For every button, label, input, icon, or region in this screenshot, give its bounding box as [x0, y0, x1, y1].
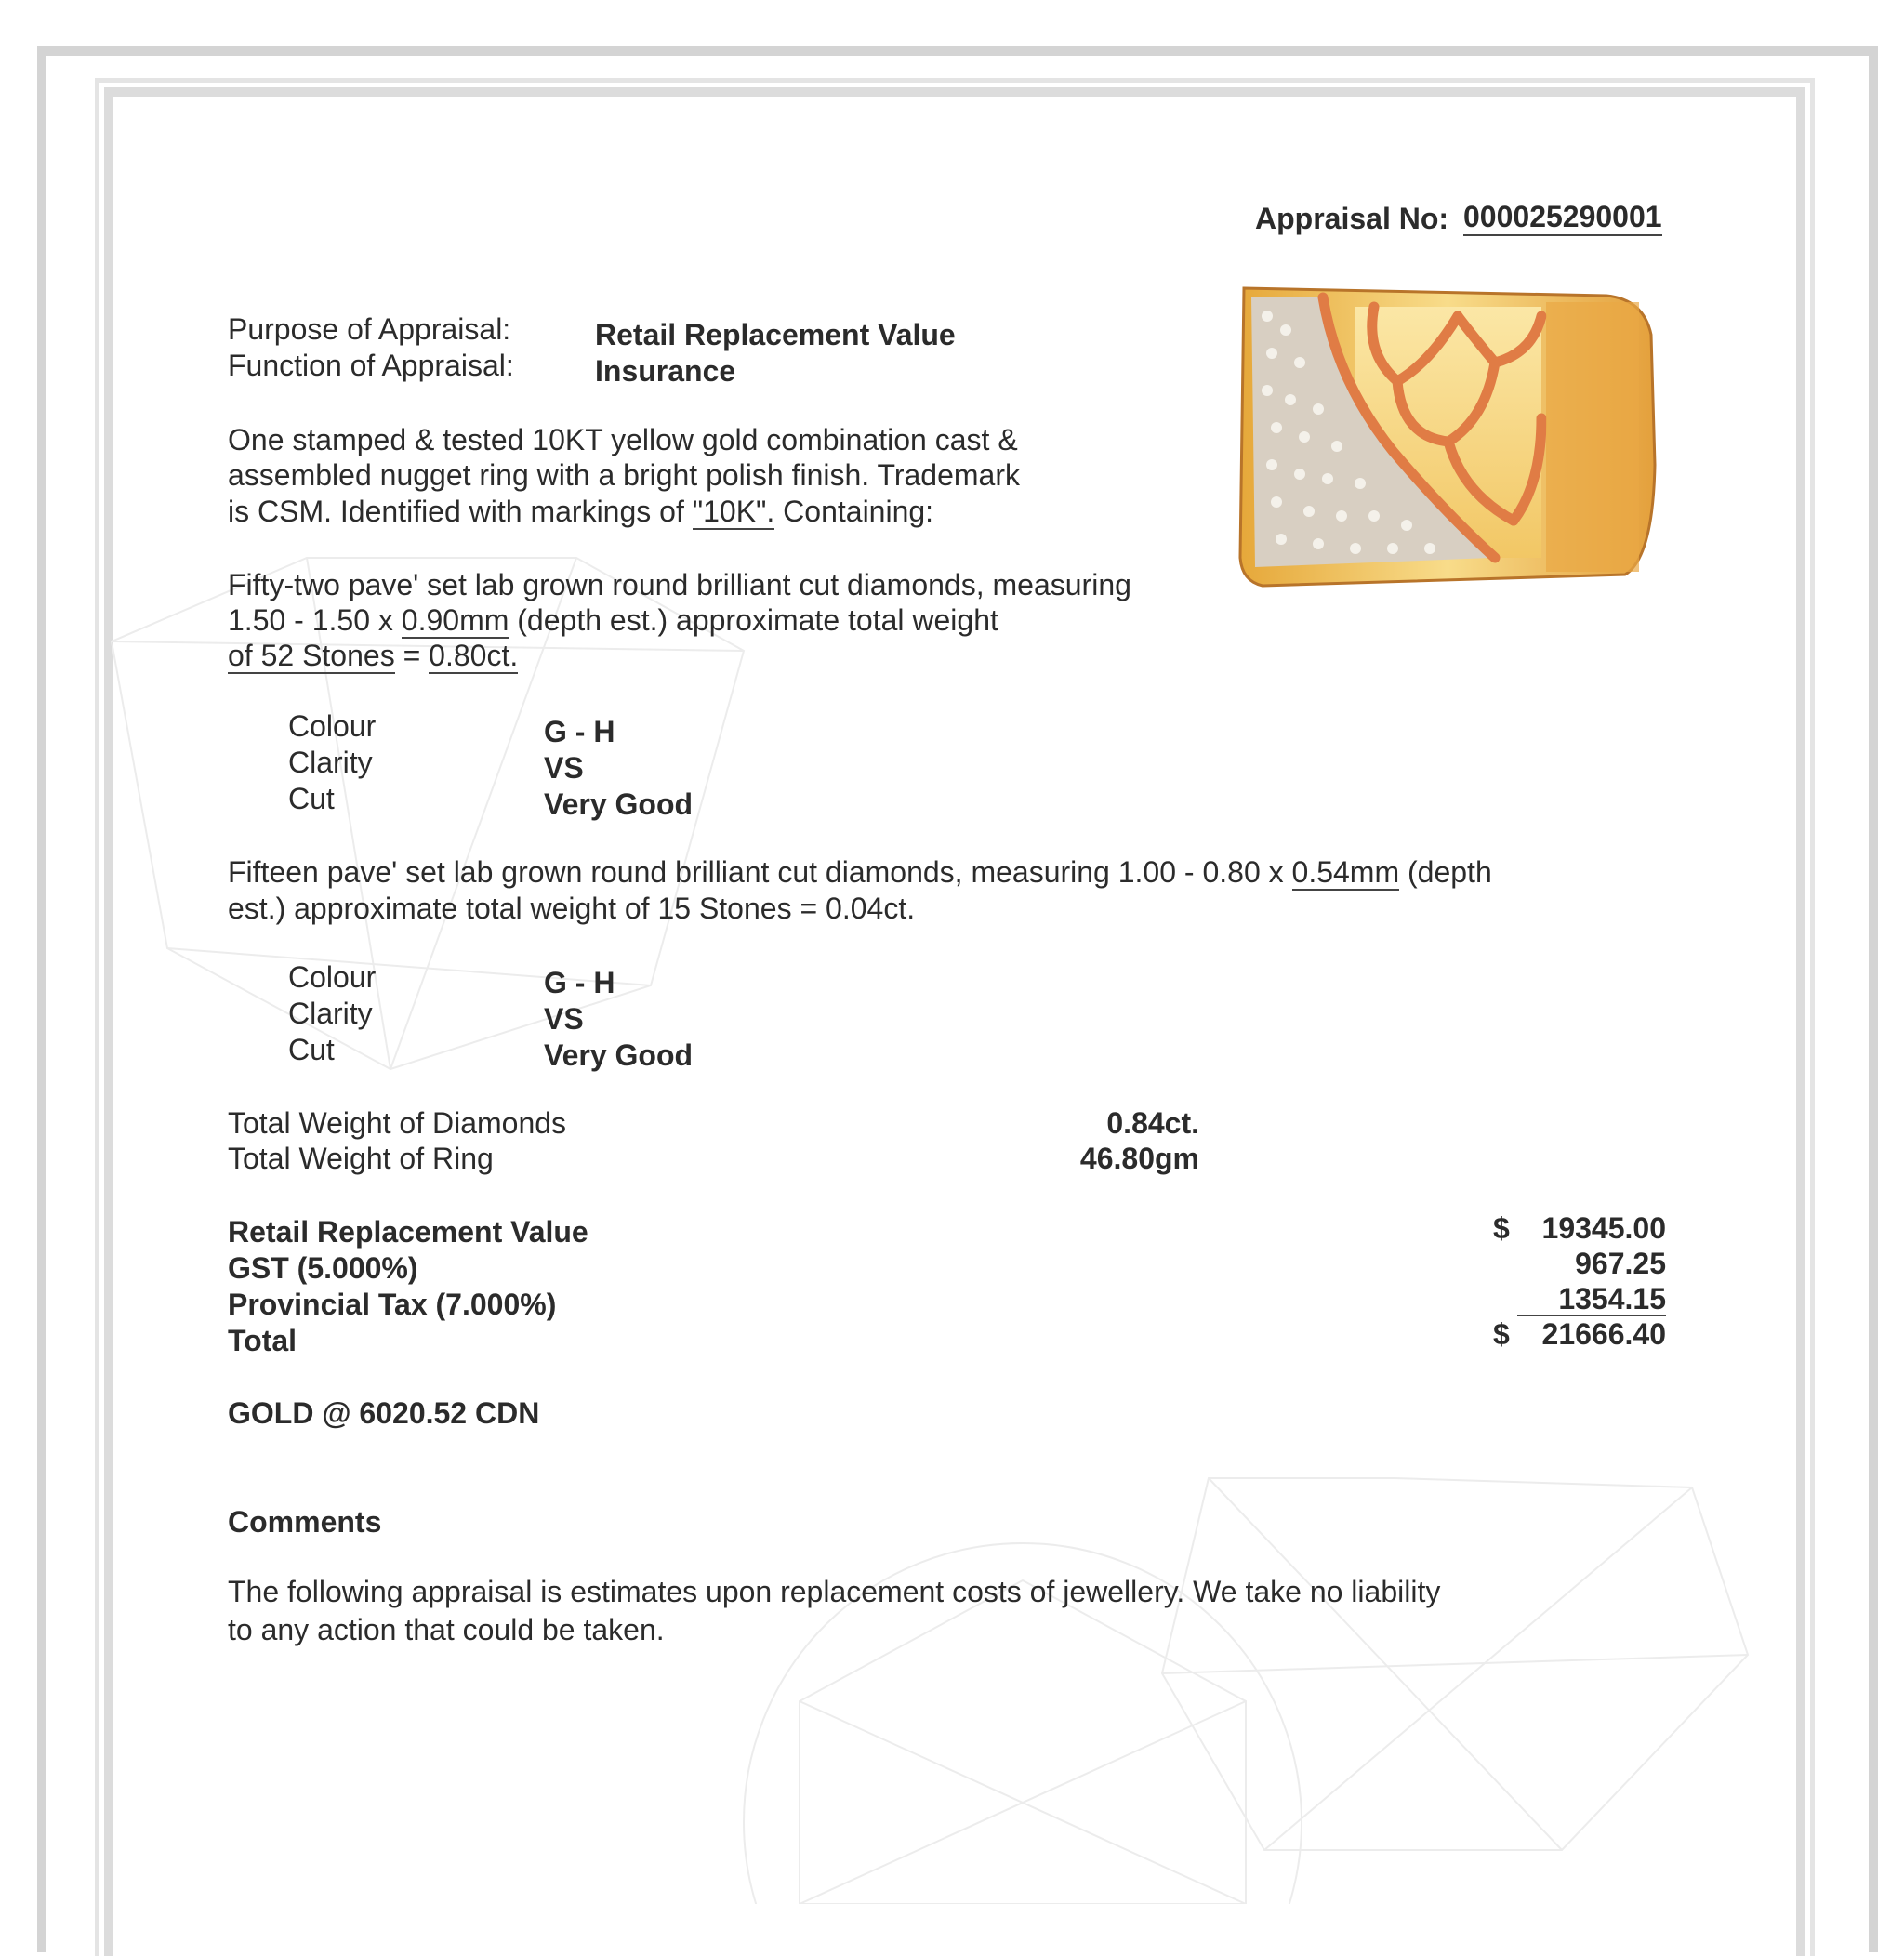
ring-weight-value: 46.80gm — [1079, 1142, 1199, 1175]
gst-label: GST (5.000%) — [228, 1251, 418, 1285]
total-value: 21666.40 — [1541, 1317, 1666, 1351]
stones2-line-2: est.) approximate total weight of 15 Stones = 0.04ct. — [228, 892, 916, 925]
stones2-cut-value: Very Good — [544, 1038, 694, 1072]
rrv-currency: $ — [1493, 1211, 1510, 1245]
description-line-2: assembled nugget ring with a bright polish finish. Trademark — [228, 458, 1020, 492]
stones1-colour-value: G - H — [544, 715, 615, 748]
total-currency: $ — [1493, 1317, 1510, 1351]
stones1-line-2: 1.50 - 1.50 x 0.90mm (depth est.) approximate total weight — [228, 603, 998, 637]
stones1-colour-label: Colour — [288, 709, 377, 743]
gst-value: 967.25 — [1575, 1247, 1666, 1280]
comments-line-2: to any action that could be taken. — [228, 1613, 665, 1646]
stones1-cut-label: Cut — [288, 782, 335, 815]
stones2-clarity-label: Clarity — [288, 997, 373, 1030]
appraisal-no-label: Appraisal No: — [1255, 202, 1449, 235]
comments-line-1: The following appraisal is estimates upon replacement costs of jewellery. We take no liability — [228, 1575, 1441, 1608]
purpose-value: Retail Replacement Value — [595, 318, 956, 351]
diamond-weight-value: 0.84ct. — [1106, 1106, 1199, 1140]
stones2-cut-label: Cut — [288, 1033, 335, 1066]
stones1-clarity-label: Clarity — [288, 746, 373, 779]
function-label: Function of Appraisal: — [228, 349, 514, 382]
ring-weight-label: Total Weight of Ring — [228, 1142, 494, 1175]
stones2-clarity-value: VS — [544, 1002, 584, 1036]
description-line-3: is CSM. Identified with markings of "10K". Containing: — [228, 495, 934, 528]
total-label: Total — [228, 1324, 298, 1357]
stones1-line-1: Fifty-two pave' set lab grown round brilliant cut diamonds, measuring — [228, 568, 1131, 601]
stones2-colour-value: G - H — [544, 966, 615, 999]
purpose-label: Purpose of Appraisal: — [228, 312, 511, 346]
description-line-1: One stamped & tested 10KT yellow gold combination cast & — [228, 423, 1018, 456]
comments-heading: Comments — [228, 1505, 382, 1539]
diamond-weight-label: Total Weight of Diamonds — [228, 1106, 567, 1140]
pst-value: 1354.15 — [1558, 1282, 1666, 1315]
appraisal-number: 000025290001 — [1463, 199, 1662, 236]
function-value: Insurance — [595, 354, 736, 388]
ring-photo — [1235, 279, 1658, 595]
stones2-colour-label: Colour — [288, 960, 377, 994]
stones1-cut-value: Very Good — [544, 787, 694, 821]
rrv-value: 19345.00 — [1541, 1211, 1666, 1245]
stones1-clarity-value: VS — [544, 751, 584, 785]
gold-price: GOLD @ 6020.52 CDN — [228, 1396, 540, 1430]
pst-label: Provincial Tax (7.000%) — [228, 1288, 557, 1321]
stones2-line-1: Fifteen pave' set lab grown round brilliant cut diamonds, measuring 1.00 - 0.80 x 0.54mm (depth — [228, 855, 1492, 889]
rrv-label: Retail Replacement Value — [228, 1215, 588, 1249]
stones1-line-3: of 52 Stones = 0.80ct. — [228, 639, 519, 672]
